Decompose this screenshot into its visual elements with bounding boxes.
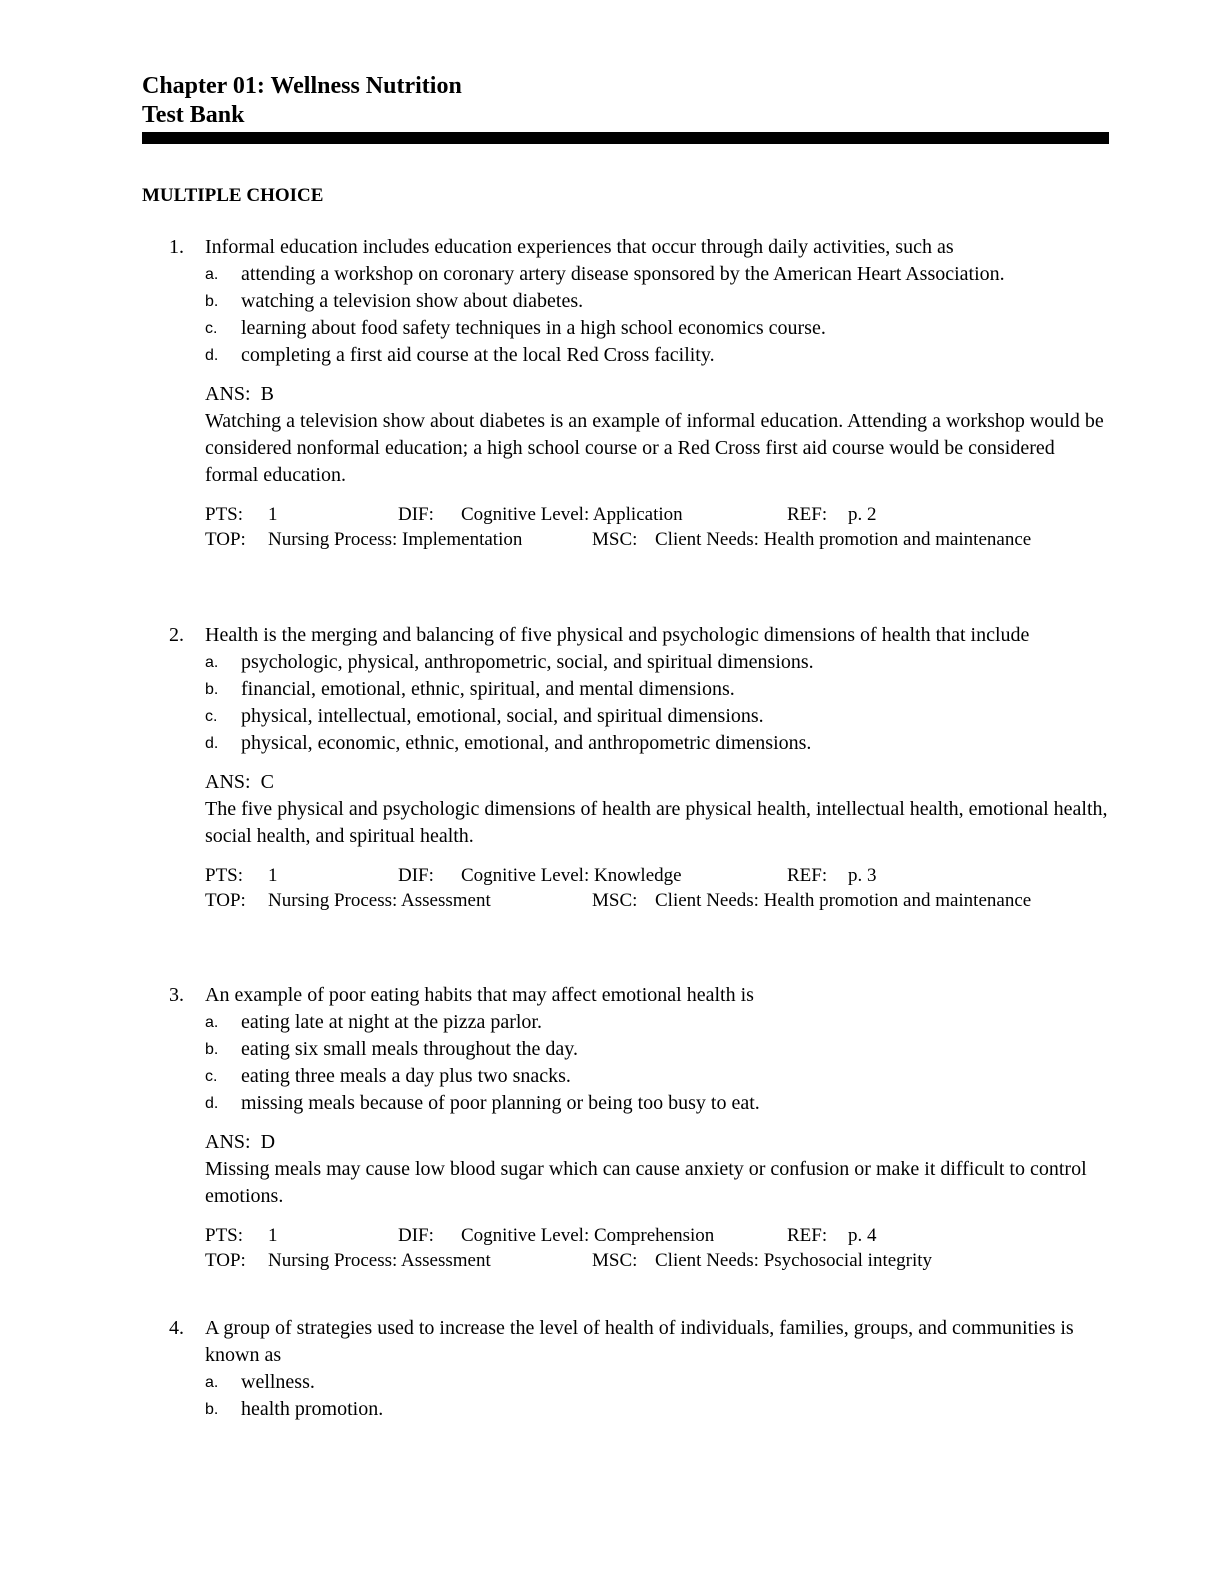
metadata — [142, 1223, 1109, 1273]
msc-label: MSC: — [592, 529, 638, 550]
question-1 — [142, 234, 1109, 552]
pts-label: PTS: — [205, 1225, 244, 1246]
option-letter: a. — [205, 1014, 219, 1031]
top-value: Nursing Process: Implementation — [268, 529, 523, 550]
option-d — [142, 730, 1109, 757]
top-label: TOP: — [205, 1250, 246, 1271]
question-stem — [142, 622, 1109, 649]
question-text: A group of strategies used to increase the level of health of individuals, families, groups, and communities is known as — [205, 1317, 1074, 1366]
ref-label: REF: — [787, 504, 828, 525]
question-number: 2. — [169, 624, 184, 646]
document-subtitle: Test Bank — [142, 102, 245, 128]
metadata — [142, 863, 1109, 913]
dif-label: DIF: — [398, 865, 434, 886]
option-letter: b. — [205, 681, 219, 698]
dif-label: DIF: — [398, 504, 434, 525]
metadata-row-2 — [205, 1248, 1109, 1273]
msc-value: Client Needs: Health promotion and maintenance — [655, 529, 1032, 550]
pts-label: PTS: — [205, 865, 244, 886]
option-letter: b. — [205, 1401, 219, 1418]
option-text: completing a first aid course at the local Red Cross facility. — [241, 344, 715, 366]
option-list — [142, 1009, 1109, 1117]
question-text: Health is the merging and balancing of five physical and psychologic dimensions of health that include — [205, 624, 1030, 646]
option-text: financial, emotional, ethnic, spiritual, and mental dimensions. — [241, 678, 735, 700]
option-text: eating six small meals throughout the day. — [241, 1038, 578, 1060]
dif-value: Cognitive Level: Knowledge — [461, 865, 682, 886]
option-list — [142, 1369, 1109, 1423]
option-list — [142, 649, 1109, 757]
option-letter: c. — [205, 320, 218, 337]
option-text: health promotion. — [241, 1398, 384, 1420]
question-number: 1. — [169, 236, 184, 258]
option-c — [142, 703, 1109, 730]
pts-value: 1 — [268, 504, 278, 525]
document-header — [142, 72, 1109, 144]
option-text: watching a television show about diabetes. — [241, 290, 584, 312]
option-c — [142, 1063, 1109, 1090]
answer-label: ANS: — [205, 771, 251, 793]
top-value: Nursing Process: Assessment — [268, 890, 491, 911]
section-heading: MULTIPLE CHOICE — [142, 185, 324, 206]
dif-label: DIF: — [398, 1225, 434, 1246]
chapter-title: Chapter 01: Wellness Nutrition — [142, 73, 462, 99]
answer-value: D — [260, 1131, 276, 1153]
question-number: 3. — [169, 984, 184, 1006]
option-text: psychologic, physical, anthropometric, social, and spiritual dimensions. — [241, 651, 814, 673]
answer-line — [142, 1129, 1109, 1156]
ref-label: REF: — [787, 865, 828, 886]
msc-label: MSC: — [592, 1250, 638, 1271]
option-b — [142, 676, 1109, 703]
question-stem — [142, 1315, 1109, 1369]
ref-value: p. 3 — [848, 865, 877, 886]
option-letter: a. — [205, 1374, 219, 1391]
option-letter: a. — [205, 266, 219, 283]
option-a — [142, 261, 1109, 288]
metadata-row-1 — [205, 1223, 1109, 1248]
option-letter: d. — [205, 735, 219, 752]
option-letter: b. — [205, 293, 219, 310]
option-letter: d. — [205, 1095, 219, 1112]
question-2 — [142, 622, 1109, 913]
msc-value: Client Needs: Psychosocial integrity — [655, 1250, 933, 1271]
option-text: physical, intellectual, emotional, social, and spiritual dimensions. — [241, 705, 764, 727]
option-text: eating three meals a day plus two snacks. — [241, 1065, 571, 1087]
answer-label: ANS: — [205, 1131, 251, 1153]
top-label: TOP: — [205, 890, 246, 911]
dif-value: Cognitive Level: Comprehension — [461, 1225, 715, 1246]
option-text: physical, economic, ethnic, emotional, and anthropometric dimensions. — [241, 732, 812, 754]
pts-value: 1 — [268, 865, 278, 886]
option-letter: b. — [205, 1041, 219, 1058]
header-rule — [142, 132, 1109, 144]
ref-value: p. 2 — [848, 504, 877, 525]
question-stem — [142, 234, 1109, 261]
pts-value: 1 — [268, 1225, 278, 1246]
metadata-row-2 — [205, 527, 1109, 552]
question-3 — [142, 982, 1109, 1273]
option-d — [142, 342, 1109, 369]
pts-label: PTS: — [205, 504, 244, 525]
metadata-row-1 — [205, 502, 1109, 527]
rationale: The five physical and psychologic dimensions of health are physical health, intellectual health, emotional health, social health, and spiritual health. — [205, 798, 1108, 847]
option-letter: c. — [205, 1068, 218, 1085]
metadata-row-2 — [205, 888, 1109, 913]
option-text: missing meals because of poor planning or being too busy to eat. — [241, 1092, 760, 1114]
top-value: Nursing Process: Assessment — [268, 1250, 491, 1271]
answer-value: C — [260, 771, 274, 793]
option-a — [142, 649, 1109, 676]
dif-value: Cognitive Level: Application — [461, 504, 683, 525]
option-letter: c. — [205, 708, 218, 725]
option-text: learning about food safety techniques in a high school economics course. — [241, 317, 826, 339]
question-text: An example of poor eating habits that may affect emotional health is — [205, 984, 754, 1006]
answer-line — [142, 769, 1109, 796]
answer-label: ANS: — [205, 383, 251, 405]
option-b — [142, 1036, 1109, 1063]
option-text: wellness. — [241, 1371, 315, 1393]
option-c — [142, 315, 1109, 342]
option-letter: a. — [205, 654, 219, 671]
question-4 — [142, 1315, 1109, 1423]
option-letter: d. — [205, 347, 219, 364]
ref-label: REF: — [787, 1225, 828, 1246]
msc-value: Client Needs: Health promotion and maintenance — [655, 890, 1032, 911]
rationale: Watching a television show about diabetes is an example of informal education. Attending a workshop would be considered nonformal education; a high school course or a Red Cross first aid course would be considered formal education. — [205, 410, 1104, 486]
option-a — [142, 1369, 1109, 1396]
metadata-row-1 — [205, 863, 1109, 888]
option-text: attending a workshop on coronary artery disease sponsored by the American Heart Association. — [241, 263, 1005, 285]
option-b — [142, 1396, 1109, 1423]
question-number: 4. — [169, 1317, 184, 1339]
option-b — [142, 288, 1109, 315]
answer-line — [142, 381, 1109, 408]
question-stem — [142, 982, 1109, 1009]
question-text: Informal education includes education experiences that occur through daily activities, such as — [205, 236, 954, 258]
option-d — [142, 1090, 1109, 1117]
option-list — [142, 261, 1109, 369]
ref-value: p. 4 — [848, 1225, 877, 1246]
metadata — [142, 502, 1109, 552]
rationale: Missing meals may cause low blood sugar which can cause anxiety or confusion or make it difficult to control emotions. — [205, 1158, 1087, 1207]
answer-value: B — [260, 383, 274, 405]
msc-label: MSC: — [592, 890, 638, 911]
top-label: TOP: — [205, 529, 246, 550]
option-a — [142, 1009, 1109, 1036]
option-text: eating late at night at the pizza parlor. — [241, 1011, 542, 1033]
